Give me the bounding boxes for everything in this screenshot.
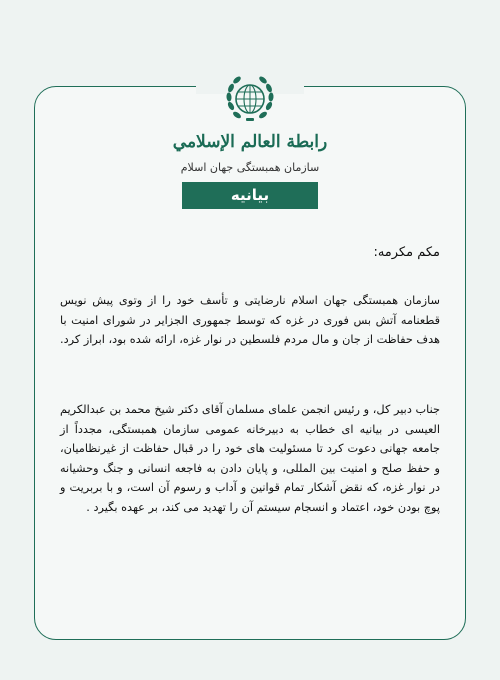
paragraph-2: جناب دبیر کل، و رئیس انجمن علمای مسلمان آقای دکتر شیخ محمد بن عبدالکریم العیسی در بیانیه ای خطاب به دبیرخانه عمومی سازمان همبستگی، مجدداً از جامعه جهانی دعوت کرد تا مسئولیت های خود را در قبال حفاظت از غیرنظامیان، و حفظ صلح و امنیت بین المللی، و پایان دادن به فاجعه انسانی و جنگ وحشیانه در نوار غزه، که نقض آشکار تمام قوانین و آداب و رسوم آن است، و با بربریت و پوچ بودن خود، اعتماد و انسجام سیستم آن را تهدید می کند، بر عهده بگیرد . — [60, 403, 440, 514]
brand-name-arabic: رابطة العالم الإسلامي — [172, 132, 328, 152]
globe-wreath-icon — [222, 70, 278, 126]
statement-title: بیانیه — [182, 182, 318, 209]
brand-name-persian: سازمان همبستگی جهان اسلام — [180, 161, 320, 174]
paragraph-1: سازمان همبستگی جهان اسلام نارضایتی و تأسف خود را از وتوی پیش نویس قطعنامه آتش بس فوری در غزه که توسط جمهوری الجزایر در شورای امنیت با هدف حفاظت از جان و مال مردم فلسطین در نوار غزه، ارائه شده بود، ابراز کرد. — [60, 294, 440, 346]
salutation: مکم مکرمه: — [373, 245, 440, 260]
